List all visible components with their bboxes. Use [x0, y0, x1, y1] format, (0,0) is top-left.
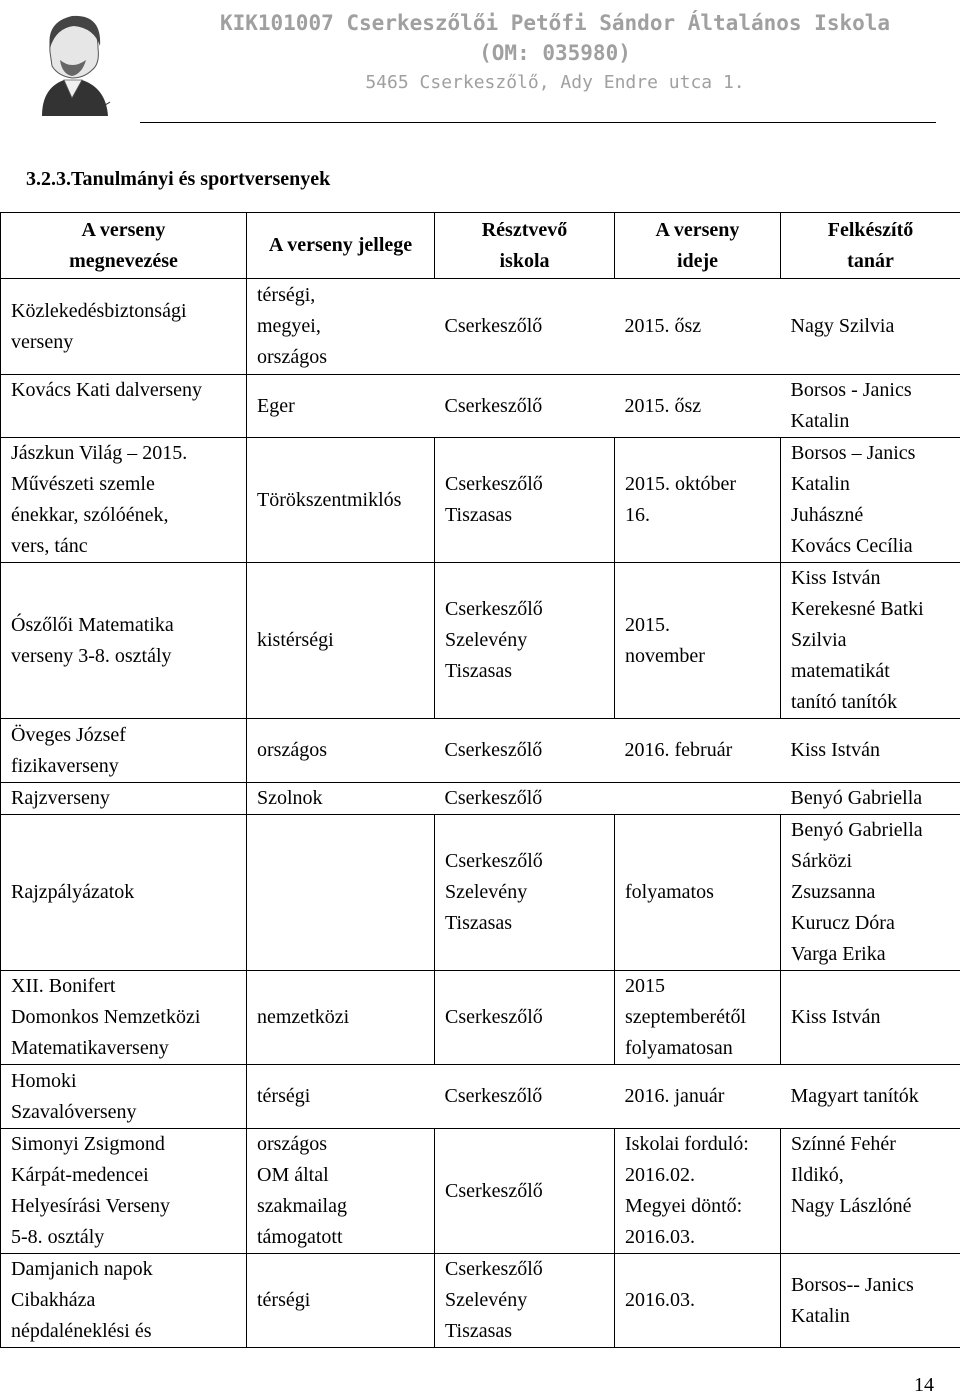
cell-date [615, 719, 781, 783]
table-row [1, 375, 960, 438]
cell-teacher [781, 971, 960, 1065]
cell-text: Cserkeszőlő [444, 394, 543, 417]
cell-name [1, 1065, 247, 1129]
school-name: KIK101007 Cserkeszőlői Petőfi Sándor Általános Iskola [219, 11, 891, 35]
cell-text: Borsos – Janics Katalin Juhászné Kovács Cecília [791, 442, 916, 557]
cell-name [1, 1129, 247, 1254]
cell-text: országos [257, 739, 327, 761]
cell-date [615, 1065, 781, 1129]
header-label: A verseny jellege [268, 234, 413, 256]
cell-text: Iskolai forduló: 2016.02. Megyei döntő: 2016.03. [625, 1133, 749, 1248]
cell-school [435, 719, 615, 783]
table-row [1, 438, 960, 563]
cell-type [247, 783, 435, 815]
table-row [1, 971, 960, 1065]
page-number: 14 [914, 1374, 934, 1396]
cell-text: XII. Bonifert Domonkos Nemzetközi Matematikaverseny [11, 975, 201, 1059]
cell-type [247, 563, 435, 719]
cell-school [435, 438, 615, 563]
school-om-id: (OM: 035980) [479, 41, 631, 65]
cell-type [247, 1065, 435, 1129]
cell-text: 2016.03. [625, 1289, 695, 1311]
cell-teacher [781, 375, 960, 438]
cell-text: Kiss István [790, 739, 880, 761]
cell-name [1, 563, 247, 719]
table-row [1, 1065, 960, 1129]
cell-teacher [781, 783, 960, 815]
cell-text: térségi [257, 1289, 311, 1311]
cell-teacher [781, 1065, 960, 1129]
cell-teacher [781, 1129, 960, 1254]
cell-name [1, 719, 247, 783]
school-info [150, 8, 960, 98]
cell-school [435, 815, 615, 971]
cell-text: Cserkeszőlő [444, 787, 543, 809]
cell-text: Közlekedésbiztonsági verseny [11, 299, 187, 353]
cell-text: Ószőlői Matematika verseny 3-8. osztály [11, 613, 174, 667]
cell-text: Színné Fehér Ildikó, Nagy Lászlóné [791, 1133, 912, 1217]
cell-text: Cserkeszőlő Tiszasas [445, 473, 543, 526]
school-address: 5465 Cserkeszőlő, Ady Endre utca 1. [365, 72, 745, 93]
cell-date [615, 971, 781, 1065]
cell-school [435, 1129, 615, 1254]
cell-teacher [781, 563, 960, 719]
cell-teacher [781, 719, 960, 783]
cell-name [1, 1254, 247, 1348]
cell-text: térségi [257, 1085, 311, 1107]
cell-type [247, 375, 435, 438]
competitions-table [0, 212, 960, 1348]
cell-text: Eger [257, 394, 295, 417]
table-row [1, 279, 960, 375]
cell-school [435, 563, 615, 719]
cell-type [247, 438, 435, 563]
cell-text: Cserkeszőlő Szelevény Tiszasas [445, 850, 543, 934]
header-label: Résztvevő iskola [481, 218, 568, 272]
cell-date [615, 438, 781, 563]
cell-text: 2016. január [624, 1085, 725, 1107]
table-row [1, 783, 960, 815]
cell-text: 2015. október 16. [625, 473, 737, 526]
cell-text: Cserkeszőlő [444, 1085, 543, 1107]
cell-text: Damjanich napok Cibakháza népdaléneklési és [11, 1258, 153, 1342]
cell-text: 2015. ősz [624, 394, 702, 417]
cell-school [435, 375, 615, 438]
cell-teacher [781, 438, 960, 563]
cell-text: Rajzverseny [11, 787, 110, 809]
cell-name [1, 815, 247, 971]
section-title: 3.2.3.Tanulmányi és sportversenyek [26, 168, 331, 190]
cell-date [615, 375, 781, 438]
cell-teacher [781, 279, 960, 375]
cell-type [247, 279, 435, 375]
cell-text: 2015 szeptemberétől folyamatosan [625, 975, 747, 1059]
cell-text: 2016. február [624, 739, 733, 761]
cell-text: Cserkeszőlő Szelevény Tiszasas [445, 1258, 543, 1342]
cell-text: Benyó Gabriella [790, 787, 923, 809]
table-row [1, 563, 960, 719]
cell-date [615, 563, 781, 719]
header-participating-school [435, 213, 615, 279]
cell-teacher [781, 815, 960, 971]
cell-date [615, 783, 781, 815]
table-header-row [1, 213, 960, 279]
cell-name [1, 438, 247, 563]
cell-type [247, 971, 435, 1065]
table-row [1, 1129, 960, 1254]
table-row [1, 1254, 960, 1348]
petofi-portrait-image [12, 4, 134, 116]
cell-text: térségi, megyei, országos [257, 284, 327, 368]
cell-text: Kovács Kati dalverseny [11, 379, 203, 401]
cell-text: Nagy Szilvia [790, 315, 895, 337]
cell-text: Homoki Szavalóverseny [11, 1069, 137, 1123]
cell-name [1, 971, 247, 1065]
cell-text: Borsos-- Janics Katalin [791, 1273, 914, 1327]
cell-text: Cserkeszőlő Szelevény Tiszasas [445, 598, 543, 682]
cell-name [1, 375, 247, 438]
cell-date [615, 1129, 781, 1254]
cell-text: Benyó Gabriella Sárközi Zsuzsanna Kurucz Dóra Varga Erika [791, 819, 923, 965]
cell-school [435, 783, 615, 815]
cell-text: Borsos - Janics Katalin [790, 379, 912, 432]
cell-text: folyamatos [625, 881, 714, 903]
header-competition-name [1, 213, 247, 279]
cell-text: Jászkun Világ – 2015. Művészeti szemle énekkar, szólóének, vers, tánc [11, 442, 188, 557]
header-competition-date [615, 213, 781, 279]
cell-text: Szolnok [257, 787, 323, 809]
cell-date [615, 815, 781, 971]
cell-teacher [781, 1254, 960, 1348]
cell-text: 2015. ősz [624, 315, 702, 337]
page-header [0, 0, 960, 124]
cell-text: nemzetközi [257, 1006, 350, 1028]
cell-school [435, 971, 615, 1065]
cell-text: Cserkeszőlő [444, 315, 543, 337]
cell-name [1, 783, 247, 815]
table-row [1, 815, 960, 971]
cell-type [247, 815, 435, 971]
cell-text: kistérségi [257, 629, 334, 651]
header-label: Felkészítő tanár [827, 218, 914, 272]
cell-text: Öveges József fizikaverseny [11, 723, 126, 777]
cell-text: Kiss István [791, 1006, 881, 1028]
cell-text: Rajzpályázatok [11, 881, 135, 903]
cell-school [435, 1065, 615, 1129]
cell-text: Törökszentmiklós [257, 488, 402, 511]
cell-type [247, 1254, 435, 1348]
cell-text: Kiss István Kerekesné Batki Szilvia matematikát tanító tanítók [791, 567, 924, 713]
header-divider [140, 122, 936, 123]
cell-name [1, 279, 247, 375]
cell-text: 2015. november [625, 613, 705, 667]
cell-school [435, 1254, 615, 1348]
cell-school [435, 279, 615, 375]
header-label: A verseny megnevezése [69, 218, 178, 272]
cell-type [247, 719, 435, 783]
cell-text: országos OM által szakmailag támogatott [257, 1133, 347, 1248]
header-label: A verseny ideje [655, 218, 740, 272]
cell-text: Cserkeszőlő [445, 1179, 543, 1202]
cell-date [615, 1254, 781, 1348]
header-competition-type [247, 213, 435, 279]
cell-date [615, 279, 781, 375]
header-preparing-teacher [781, 213, 960, 279]
cell-type [247, 1129, 435, 1254]
cell-text: Magyart tanítók [790, 1085, 919, 1107]
table-row [1, 719, 960, 783]
cell-text: Cserkeszőlő [445, 1006, 543, 1028]
cell-text: Simonyi Zsigmond Kárpát-medencei Helyesírási Verseny 5-8. osztály [11, 1133, 171, 1248]
cell-text: Cserkeszőlő [444, 739, 543, 761]
